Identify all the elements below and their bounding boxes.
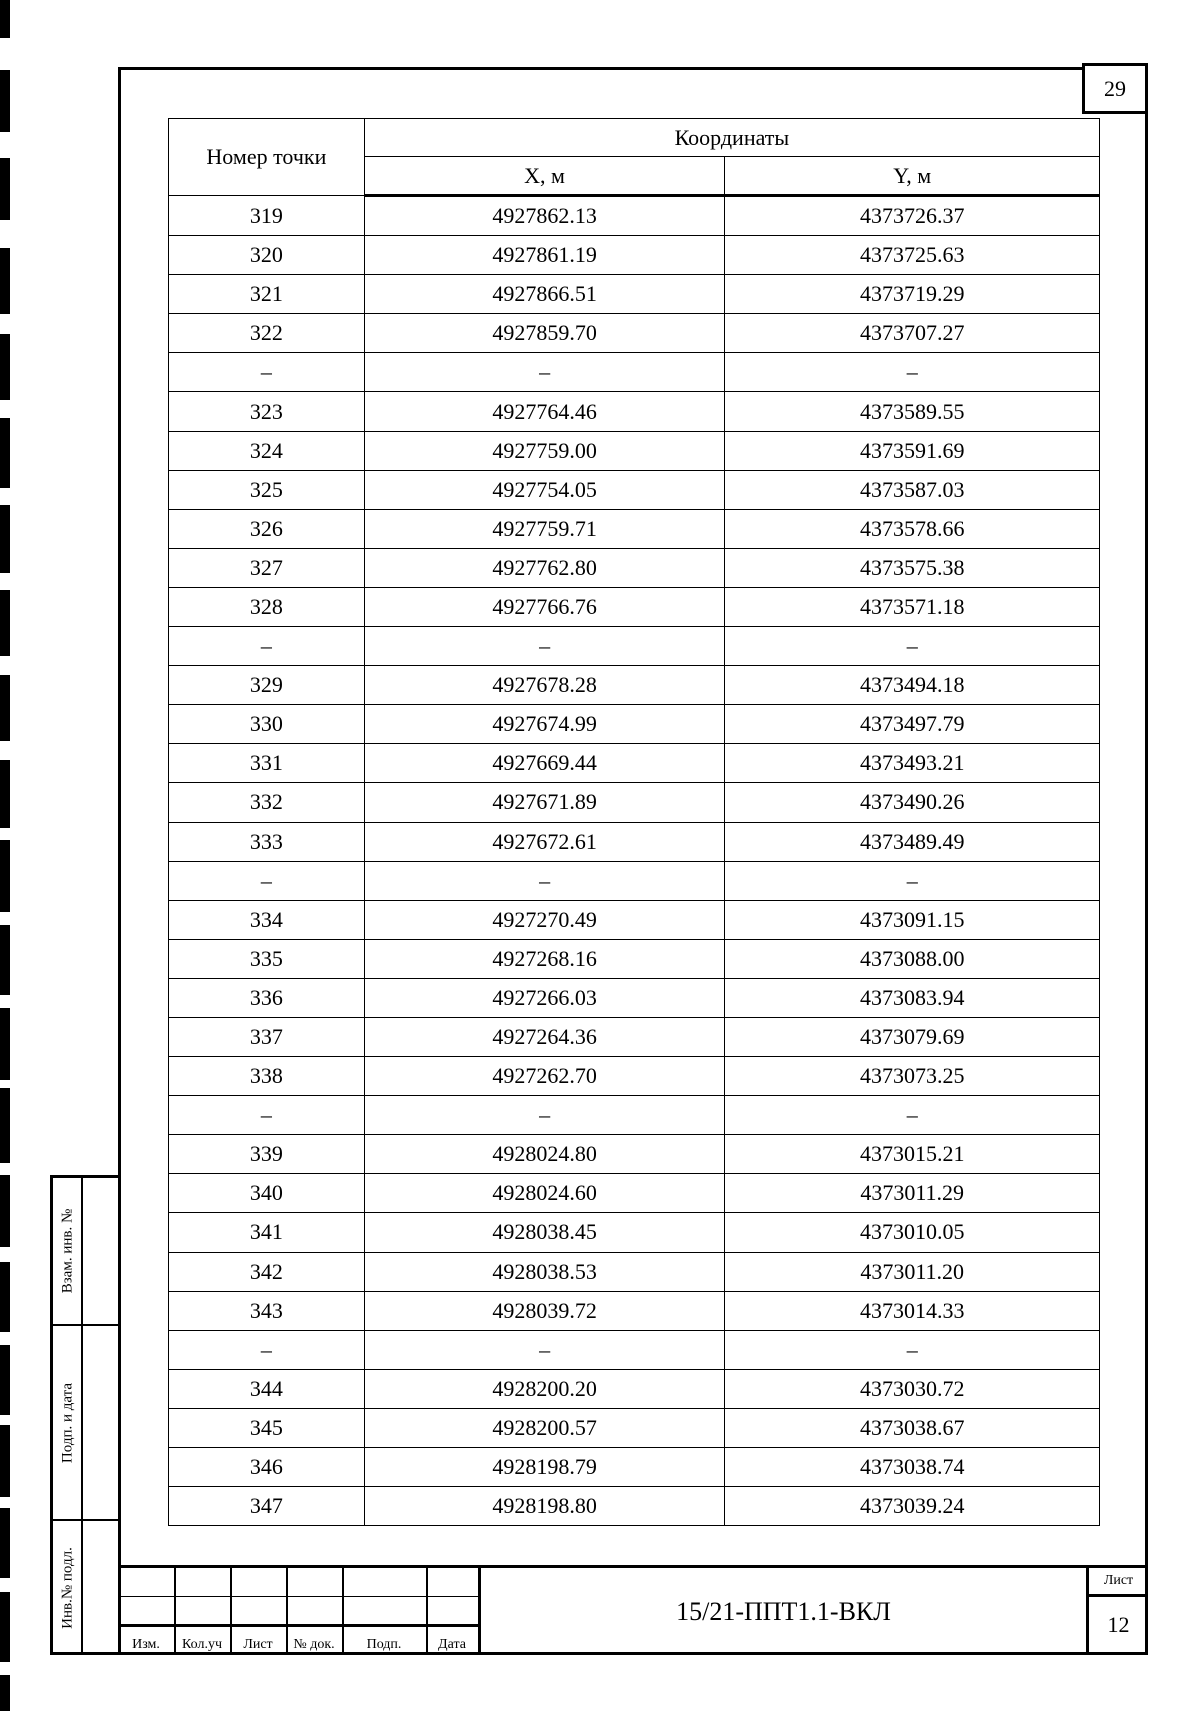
y-coordinate-cell: 4373038.74 [725, 1448, 1100, 1487]
x-coordinate-cell: – [364, 353, 725, 392]
table-row [169, 1135, 1100, 1174]
point-number-cell: 338 [169, 1057, 365, 1096]
x-coordinate-cell: 4927766.76 [364, 587, 725, 626]
x-coordinate-cell: – [364, 861, 725, 900]
table-row [169, 275, 1100, 314]
y-coordinate-cell: – [725, 1330, 1100, 1369]
y-coordinate-cell: 4373014.33 [725, 1291, 1100, 1330]
x-coordinate-cell: 4927678.28 [364, 666, 725, 705]
col-count: Кол.уч [182, 1637, 222, 1652]
point-number-cell: 347 [169, 1487, 365, 1526]
table-row [169, 392, 1100, 431]
x-coordinate-cell: 4928024.80 [364, 1135, 725, 1174]
stamp-signature-date [53, 1326, 118, 1521]
header-point-number: Номер точки [169, 119, 365, 196]
side-stamp [50, 1175, 118, 1655]
y-coordinate-cell: 4373587.03 [725, 470, 1100, 509]
x-coordinate-cell: – [364, 627, 725, 666]
table-body [169, 196, 1100, 1526]
y-coordinate-cell: 4373011.20 [725, 1252, 1100, 1291]
stamp-replacement-inv [53, 1178, 118, 1326]
y-coordinate-cell: 4373039.24 [725, 1487, 1100, 1526]
y-coordinate-cell: 4373091.15 [725, 900, 1100, 939]
point-number-cell: 325 [169, 470, 365, 509]
table-row [169, 1408, 1100, 1447]
x-coordinate-cell: 4927861.19 [364, 236, 725, 275]
stamp-replacement-inv-label: Взам. инв. № [59, 1208, 76, 1294]
x-coordinate-cell: 4927859.70 [364, 314, 725, 353]
header-coordinates: Координаты [364, 119, 1099, 157]
table-row [169, 196, 1100, 236]
point-number-cell: – [169, 353, 365, 392]
point-number-cell: 342 [169, 1252, 365, 1291]
point-number-cell: 322 [169, 314, 365, 353]
x-coordinate-cell: 4928039.72 [364, 1291, 725, 1330]
document-code: 15/21-ППТ1.1-ВКЛ [481, 1565, 1086, 1655]
sheet-number: 12 [1107, 1611, 1130, 1637]
y-coordinate-cell: – [725, 861, 1100, 900]
y-coordinate-cell: 4373010.05 [725, 1213, 1100, 1252]
point-number-cell: 344 [169, 1369, 365, 1408]
x-coordinate-cell: 4927671.89 [364, 783, 725, 822]
stamp-original-inv-label: Инв.№ подл. [59, 1547, 76, 1629]
table-row [169, 587, 1100, 626]
x-coordinate-cell: 4927862.13 [364, 196, 725, 236]
point-number-cell: 328 [169, 587, 365, 626]
table-row [169, 1487, 1100, 1526]
x-coordinate-cell: 4928038.53 [364, 1252, 725, 1291]
point-number-cell: 324 [169, 431, 365, 470]
point-number-cell: 334 [169, 900, 365, 939]
x-coordinate-cell: 4928038.45 [364, 1213, 725, 1252]
table-row [169, 1096, 1100, 1135]
y-coordinate-cell: 4373083.94 [725, 978, 1100, 1017]
y-coordinate-cell: 4373719.29 [725, 275, 1100, 314]
point-number-cell: 331 [169, 744, 365, 783]
x-coordinate-cell: 4927669.44 [364, 744, 725, 783]
point-number-cell: 341 [169, 1213, 365, 1252]
x-coordinate-cell: 4927754.05 [364, 470, 725, 509]
x-coordinate-cell: 4928200.57 [364, 1408, 725, 1447]
sheet-box [1086, 1565, 1148, 1655]
x-coordinate-cell: 4927262.70 [364, 1057, 725, 1096]
y-coordinate-cell: 4373030.72 [725, 1369, 1100, 1408]
sheet-label: Лист [1089, 1568, 1148, 1597]
point-number-cell: – [169, 627, 365, 666]
point-number-cell: 335 [169, 939, 365, 978]
table-row [169, 822, 1100, 861]
x-coordinate-cell: 4927270.49 [364, 900, 725, 939]
x-coordinate-cell: 4928198.79 [364, 1448, 725, 1487]
point-number-cell: 333 [169, 822, 365, 861]
x-coordinate-cell: 4928024.60 [364, 1174, 725, 1213]
x-coordinate-cell: 4927759.71 [364, 509, 725, 548]
y-coordinate-cell: 4373725.63 [725, 236, 1100, 275]
table-row [169, 353, 1100, 392]
x-coordinate-cell: 4927764.46 [364, 392, 725, 431]
point-number-cell: 329 [169, 666, 365, 705]
y-coordinate-cell: 4373038.67 [725, 1408, 1100, 1447]
table-row [169, 900, 1100, 939]
table-row [169, 666, 1100, 705]
x-coordinate-cell: 4927266.03 [364, 978, 725, 1017]
point-number-cell: 339 [169, 1135, 365, 1174]
table-row [169, 978, 1100, 1017]
stamp-original-inv [53, 1521, 118, 1655]
y-coordinate-cell: – [725, 627, 1100, 666]
table-row [169, 627, 1100, 666]
y-coordinate-cell: 4373079.69 [725, 1017, 1100, 1056]
point-number-cell: 323 [169, 392, 365, 431]
y-coordinate-cell: 4373015.21 [725, 1135, 1100, 1174]
y-coordinate-cell: 4373494.18 [725, 666, 1100, 705]
y-coordinate-cell: 4373490.26 [725, 783, 1100, 822]
table-row [169, 1252, 1100, 1291]
point-number-cell: 345 [169, 1408, 365, 1447]
y-coordinate-cell: 4373493.21 [725, 744, 1100, 783]
point-number-cell: 340 [169, 1174, 365, 1213]
table-row [169, 939, 1100, 978]
table-row [169, 1057, 1100, 1096]
x-coordinate-cell: 4928200.20 [364, 1369, 725, 1408]
table-row [169, 509, 1100, 548]
point-number-cell: 330 [169, 705, 365, 744]
x-coordinate-cell: 4927866.51 [364, 275, 725, 314]
revision-grid [118, 1565, 481, 1655]
x-coordinate-cell: – [364, 1330, 725, 1369]
col-date: Дата [438, 1637, 466, 1652]
y-coordinate-cell: 4373707.27 [725, 314, 1100, 353]
point-number-cell: 343 [169, 1291, 365, 1330]
point-number-cell: 332 [169, 783, 365, 822]
y-coordinate-cell: 4373011.29 [725, 1174, 1100, 1213]
y-coordinate-cell: 4373073.25 [725, 1057, 1100, 1096]
point-number-cell: 336 [169, 978, 365, 1017]
header-x: X, м [364, 157, 725, 196]
y-coordinate-cell: 4373589.55 [725, 392, 1100, 431]
y-coordinate-cell: – [725, 1096, 1100, 1135]
col-sheet: Лист [243, 1637, 273, 1652]
y-coordinate-cell: 4373497.79 [725, 705, 1100, 744]
coordinates-table [168, 118, 1100, 1526]
x-coordinate-cell: – [364, 1096, 725, 1135]
table-row [169, 470, 1100, 509]
y-coordinate-cell: 4373571.18 [725, 587, 1100, 626]
x-coordinate-cell: 4927762.80 [364, 548, 725, 587]
y-coordinate-cell: 4373591.69 [725, 431, 1100, 470]
col-signature: Подп. [366, 1637, 402, 1652]
point-number-cell: 320 [169, 236, 365, 275]
table-row [169, 1174, 1100, 1213]
table-row [169, 705, 1100, 744]
x-coordinate-cell: 4927674.99 [364, 705, 725, 744]
point-number-cell: – [169, 1330, 365, 1369]
table-row [169, 861, 1100, 900]
header-y: Y, м [725, 157, 1100, 196]
point-number-cell: 327 [169, 548, 365, 587]
point-number-cell: 326 [169, 509, 365, 548]
table-row [169, 548, 1100, 587]
table-row [169, 744, 1100, 783]
point-number-cell: 346 [169, 1448, 365, 1487]
y-coordinate-cell: – [725, 353, 1100, 392]
x-coordinate-cell: 4928198.80 [364, 1487, 725, 1526]
y-coordinate-cell: 4373575.38 [725, 548, 1100, 587]
x-coordinate-cell: 4927268.16 [364, 939, 725, 978]
col-change: Изм. [132, 1637, 160, 1652]
y-coordinate-cell: 4373726.37 [725, 196, 1100, 236]
stamp-signature-date-label: Подп. и дата [59, 1382, 76, 1463]
table-row [169, 1291, 1100, 1330]
y-coordinate-cell: 4373088.00 [725, 939, 1100, 978]
point-number-cell: 321 [169, 275, 365, 314]
table-row [169, 236, 1100, 275]
table-row [169, 1017, 1100, 1056]
table-row [169, 1213, 1100, 1252]
page-number: 29 [1082, 63, 1148, 114]
point-number-cell: 337 [169, 1017, 365, 1056]
x-coordinate-cell: 4927759.00 [364, 431, 725, 470]
table-row [169, 1330, 1100, 1369]
y-coordinate-cell: 4373489.49 [725, 822, 1100, 861]
point-number-cell: – [169, 861, 365, 900]
table-row [169, 783, 1100, 822]
table-row [169, 1448, 1100, 1487]
title-block [118, 1565, 1148, 1655]
x-coordinate-cell: 4927672.61 [364, 822, 725, 861]
table-row [169, 314, 1100, 353]
table-row [169, 1369, 1100, 1408]
y-coordinate-cell: 4373578.66 [725, 509, 1100, 548]
col-doc-number: № док. [293, 1637, 335, 1652]
x-coordinate-cell: 4927264.36 [364, 1017, 725, 1056]
point-number-cell: – [169, 1096, 365, 1135]
table-row [169, 431, 1100, 470]
point-number-cell: 319 [169, 196, 365, 236]
